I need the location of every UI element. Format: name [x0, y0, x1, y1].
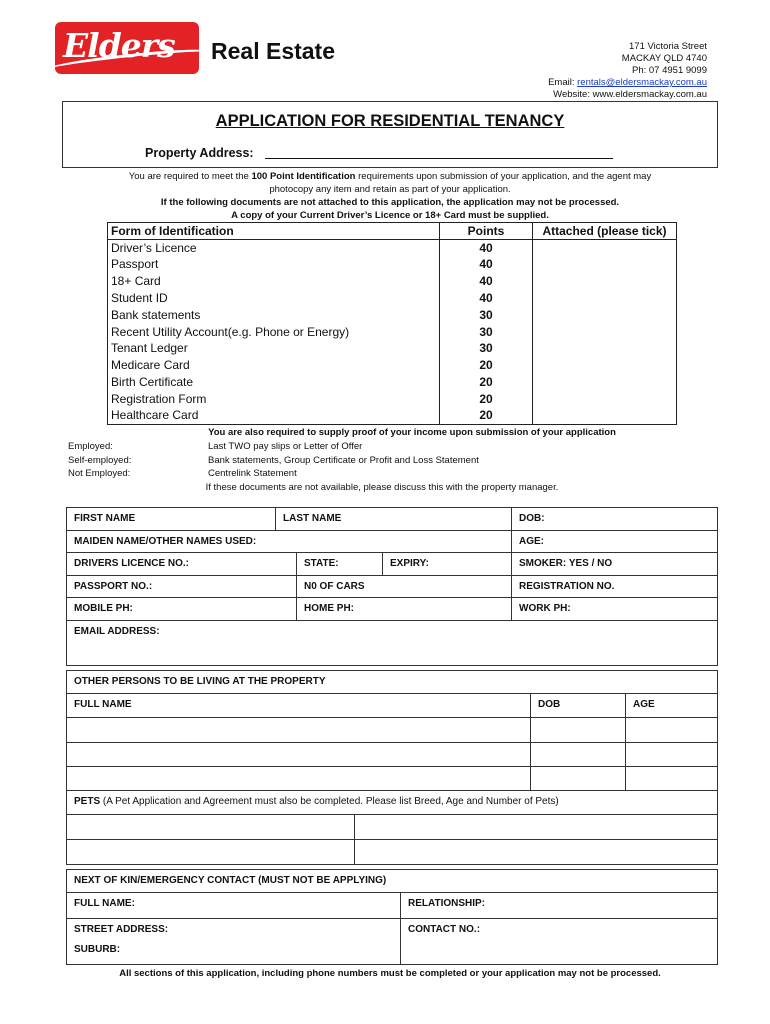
- mobile-phone-field[interactable]: MOBILE PH:: [74, 603, 133, 614]
- kin-contact-field[interactable]: CONTACT NO.:: [400, 919, 717, 964]
- smoker-field[interactable]: SMOKER: YES / NO: [511, 553, 717, 575]
- table-row: [108, 407, 677, 424]
- section-title-row: [67, 671, 717, 694]
- id-name: Registration Form: [108, 390, 440, 407]
- form-row: [67, 919, 717, 964]
- income-label: Employed:: [68, 441, 113, 452]
- income-note: If these documents are not available, please discuss this with the property manager.: [205, 482, 559, 493]
- person-dob-input[interactable]: [530, 743, 625, 766]
- next-of-kin-form: [66, 869, 718, 965]
- form-row: [67, 508, 717, 531]
- attached-checkbox[interactable]: [533, 407, 677, 424]
- intro-bold: 100 Point Identification: [251, 171, 356, 182]
- id-points: 30: [440, 323, 533, 340]
- form-row: [67, 576, 717, 598]
- property-address-label: Property Address:: [145, 146, 254, 160]
- other-persons-title: OTHER PERSONS TO BE LIVING AT THE PROPERTY: [74, 676, 326, 687]
- home-phone-field[interactable]: HOME PH:: [296, 598, 511, 620]
- brand-name: Real Estate: [211, 38, 336, 64]
- intro-line-1: [62, 170, 718, 183]
- title-box: [62, 101, 718, 168]
- income-value: Centrelink Statement: [208, 468, 297, 479]
- attached-checkbox[interactable]: [533, 323, 677, 340]
- id-table-header: [108, 223, 677, 240]
- col-age: AGE: [625, 694, 717, 717]
- intro-text: You are required to meet the: [128, 171, 252, 182]
- form-row: [67, 621, 717, 665]
- table-row: [108, 306, 677, 323]
- form-row: [67, 531, 717, 553]
- address-line-2: MACKAY QLD 4740: [621, 53, 707, 64]
- licence-no-field[interactable]: DRIVERS LICENCE NO.:: [74, 558, 190, 569]
- form-row: [67, 553, 717, 576]
- id-name: Tenant Ledger: [108, 340, 440, 357]
- income-label: Self-employed:: [68, 454, 132, 466]
- attached-checkbox[interactable]: [533, 273, 677, 290]
- id-name: Medicare Card: [108, 357, 440, 374]
- pet-input[interactable]: [67, 815, 354, 839]
- id-name: Passport: [108, 256, 440, 273]
- phone: Ph: 07 4951 9099: [631, 65, 707, 76]
- table-row: [108, 290, 677, 307]
- income-label: Not Employed:: [68, 468, 131, 479]
- state-field[interactable]: STATE:: [296, 553, 382, 575]
- pet-input[interactable]: [354, 840, 717, 864]
- kin-street-label: STREET ADDRESS:: [74, 924, 169, 935]
- dob-field[interactable]: DOB:: [511, 508, 717, 530]
- person-dob-input[interactable]: [530, 767, 625, 790]
- col-points: Points: [440, 223, 533, 240]
- person-age-input[interactable]: [625, 767, 717, 790]
- kin-relationship-field[interactable]: RELATIONSHIP:: [400, 893, 717, 918]
- id-name: Driver’s Licence: [108, 239, 440, 256]
- table-row: [108, 256, 677, 273]
- email-address-field[interactable]: EMAIL ADDRESS:: [74, 626, 160, 637]
- col-full-name: FULL NAME: [74, 699, 132, 710]
- person-dob-input[interactable]: [530, 718, 625, 742]
- page-title: APPLICATION FOR RESIDENTIAL TENANCY: [215, 112, 565, 130]
- id-points: 30: [440, 306, 533, 323]
- pet-input[interactable]: [67, 840, 354, 864]
- id-points: 40: [440, 290, 533, 307]
- id-points: 30: [440, 340, 533, 357]
- table-row: [108, 273, 677, 290]
- other-persons-form: [66, 670, 718, 865]
- person-name-input[interactable]: [67, 743, 530, 766]
- attached-checkbox[interactable]: [533, 290, 677, 307]
- pets-label: [67, 791, 717, 814]
- email-label: Email:: [548, 77, 578, 88]
- col-form: Form of Identification: [108, 223, 440, 240]
- table-row: [67, 743, 717, 767]
- table-row: [108, 340, 677, 357]
- attached-checkbox[interactable]: [533, 306, 677, 323]
- last-name-field[interactable]: LAST NAME: [275, 508, 511, 530]
- kin-suburb-label: SUBURB:: [74, 944, 121, 955]
- expiry-field[interactable]: EXPIRY:: [382, 553, 511, 575]
- no-of-cars-field[interactable]: N0 OF CARS: [296, 576, 511, 597]
- first-name-field[interactable]: FIRST NAME: [74, 513, 136, 524]
- age-field[interactable]: AGE:: [511, 531, 717, 552]
- form-row: [67, 893, 717, 919]
- attached-checkbox[interactable]: [533, 340, 677, 357]
- identification-table: [107, 222, 677, 425]
- person-name-input[interactable]: [67, 718, 530, 742]
- email-line: [548, 77, 707, 89]
- table-row: [67, 815, 717, 840]
- section-title-row: [67, 870, 717, 893]
- pets-row: [67, 791, 717, 815]
- logo-text: Elders: [63, 26, 175, 65]
- table-row: [108, 390, 677, 407]
- email-link[interactable]: rentals@eldersmackay.com.au: [577, 77, 707, 88]
- id-name: Birth Certificate: [108, 374, 440, 391]
- income-value: Bank statements, Group Certificate or Profit and Loss Statement: [208, 454, 479, 466]
- applicant-form: [66, 507, 718, 666]
- registration-no-field[interactable]: REGISTRATION NO.: [511, 576, 717, 597]
- elders-logo: [55, 22, 199, 74]
- table-row: [67, 767, 717, 791]
- id-points: 20: [440, 374, 533, 391]
- id-points: 20: [440, 407, 533, 424]
- intro-text-post: requirements upon submission of your application, and the agent may: [355, 171, 652, 182]
- website: Website: www.eldersmackay.com.au: [553, 89, 707, 100]
- work-phone-field[interactable]: WORK PH:: [511, 598, 717, 620]
- id-name: 18+ Card: [108, 273, 440, 290]
- table-row: [67, 840, 717, 864]
- passport-no-field[interactable]: PASSPORT NO.:: [74, 581, 153, 592]
- id-points: 40: [440, 239, 533, 256]
- income-title: You are also required to supply proof of your income upon submission of your application: [208, 427, 616, 438]
- intro-line-2: photocopy any item and retain as part of your application.: [269, 184, 511, 195]
- table-row: [108, 323, 677, 340]
- pets-title: PETS: [74, 796, 101, 807]
- pets-note: (A Pet Application and Agreement must also be completed. Please list Breed, Age and Number of Pets): [102, 796, 559, 807]
- id-name: Bank statements: [108, 306, 440, 323]
- id-name: Healthcare Card: [108, 407, 440, 424]
- attached-checkbox[interactable]: [533, 374, 677, 391]
- person-age-input[interactable]: [625, 743, 717, 766]
- table-row: [108, 357, 677, 374]
- attached-checkbox[interactable]: [533, 357, 677, 374]
- attached-checkbox[interactable]: [533, 239, 677, 256]
- income-value: Last TWO pay slips or Letter of Offer: [208, 441, 363, 452]
- attached-checkbox[interactable]: [533, 256, 677, 273]
- form-row: [67, 598, 717, 621]
- address-line-1: 171 Victoria Street: [629, 41, 707, 52]
- next-of-kin-title: NEXT OF KIN/EMERGENCY CONTACT (MUST NOT BE APPLYING): [74, 875, 387, 886]
- table-row: [67, 718, 717, 743]
- id-name: Student ID: [108, 290, 440, 307]
- col-dob: DOB: [530, 694, 625, 717]
- other-persons-header: [67, 694, 717, 718]
- kin-address-field[interactable]: [67, 919, 400, 964]
- person-age-input[interactable]: [625, 718, 717, 742]
- col-attached: Attached (please tick): [533, 223, 677, 240]
- person-name-input[interactable]: [67, 767, 530, 790]
- footer-note: All sections of this application, including phone numbers must be completed or your application may not be processed.: [119, 968, 661, 979]
- id-points: 20: [440, 357, 533, 374]
- id-points: 20: [440, 390, 533, 407]
- id-points: 40: [440, 256, 533, 273]
- property-address-field[interactable]: [265, 158, 613, 159]
- kin-full-name-field[interactable]: FULL NAME:: [74, 898, 135, 909]
- pet-input[interactable]: [354, 815, 717, 839]
- attached-checkbox[interactable]: [533, 390, 677, 407]
- table-row: [108, 239, 677, 256]
- table-row: [108, 374, 677, 391]
- intro-line-4: A copy of your Current Driver’s Licence or 18+ Card must be supplied.: [231, 210, 549, 221]
- id-name: Recent Utility Account(e.g. Phone or Energy): [108, 323, 440, 340]
- agency-contact: [548, 41, 707, 101]
- id-points: 40: [440, 273, 533, 290]
- intro-line-3: If the following documents are not attached to this application, the application may not be processed.: [160, 197, 620, 208]
- maiden-name-field[interactable]: MAIDEN NAME/OTHER NAMES USED:: [74, 536, 257, 547]
